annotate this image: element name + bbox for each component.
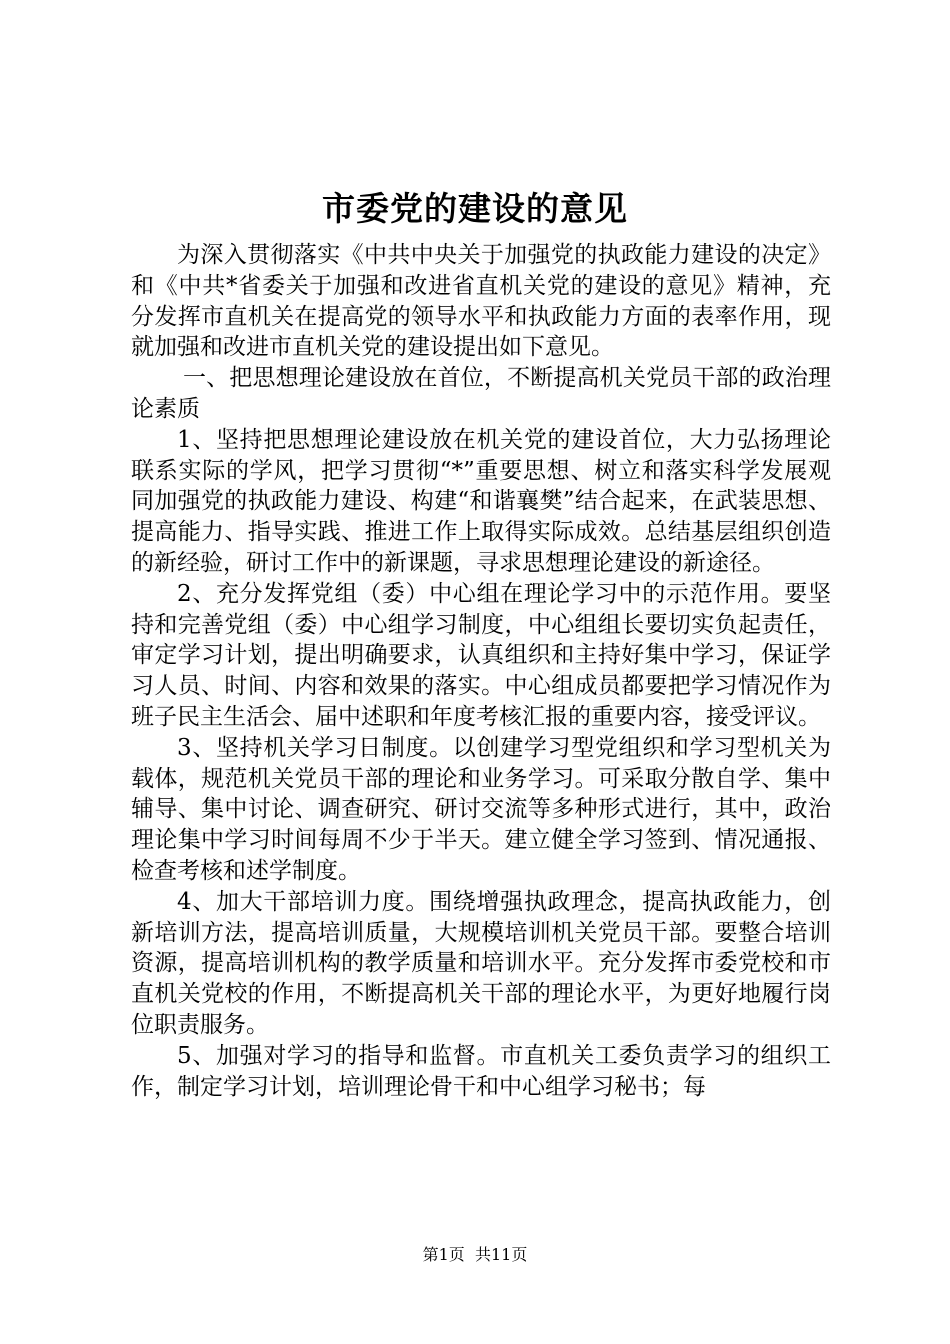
page-number: 第1页 [422, 1245, 465, 1264]
paragraph-item-5: 5、加强对学习的指导和监督。市直机关工委负责学习的组织工作，制定学习计划，培训理论骨干和中心组学习秘书；每 [131, 1042, 831, 1100]
section-heading-1: 一、把思想理论建设放在首位，不断提高机关党员干部的政治理论素质 [131, 365, 831, 422]
paragraph-item-3: 3、坚持机关学习日制度。以创建学习型党组织和学习型机关为载体，规范机关党员干部的理论和业务学习。可采取分散自学、集中辅导、集中讨论、调查研究、研讨交流等多种形式进行，其中，政治理论集中学习时间每周不少于半天。建立健全学习签到、情况通报、检查考核和述学制度。 [131, 734, 831, 884]
page-total: 共11页 [474, 1245, 528, 1264]
document-body [131, 240, 831, 1102]
document-title: 市委党的建设的意见 [322, 189, 628, 228]
paragraph-item-1: 1、坚持把思想理论建设放在机关党的建设首位，大力弘扬理论联系实际的学风，把学习贯彻“*”重要思想、树立和落实科学发展观同加强党的执政能力建设、构建“和谐襄樊”结合起来，在武装思想、提高能力、指导实践、推进工作上取得实际成效。总结基层组织创造的新经验，研讨工作中的新课题，寻求思想理论建设的新途径。 [131, 426, 831, 576]
intro-paragraph: 为深入贯彻落实《中共中央关于加强党的执政能力建设的决定》和《中共*省委关于加强和改进省直机关党的建设的意见》精神，充分发挥市直机关在提高党的领导水平和执政能力方面的表率作用，现就加强和改进市直机关党的建设提出如下意见。 [131, 242, 831, 361]
page-footer [0, 1243, 950, 1267]
paragraph-item-2: 2、充分发挥党组（委）中心组在理论学习中的示范作用。要坚持和完善党组（委）中心组学习制度，中心组组长要切实负起责任，审定学习计划，提出明确要求，认真组织和主持好集中学习，保证学习人员、时间、内容和效果的落实。中心组成员都要把学习情况作为班子民主生活会、届中述职和年度考核汇报的重要内容，接受评议。 [131, 580, 831, 730]
paragraph-item-4: 4、加大干部培训力度。围绕增强执政理念，提高执政能力，创新培训方法，提高培训质量，大规模培训机关党员干部。要整合培训资源，提高培训机构的教学质量和培训水平。充分发挥市委党校和市直机关党校的作用，不断提高机关干部的理论水平，为更好地履行岗位职责服务。 [131, 888, 831, 1038]
